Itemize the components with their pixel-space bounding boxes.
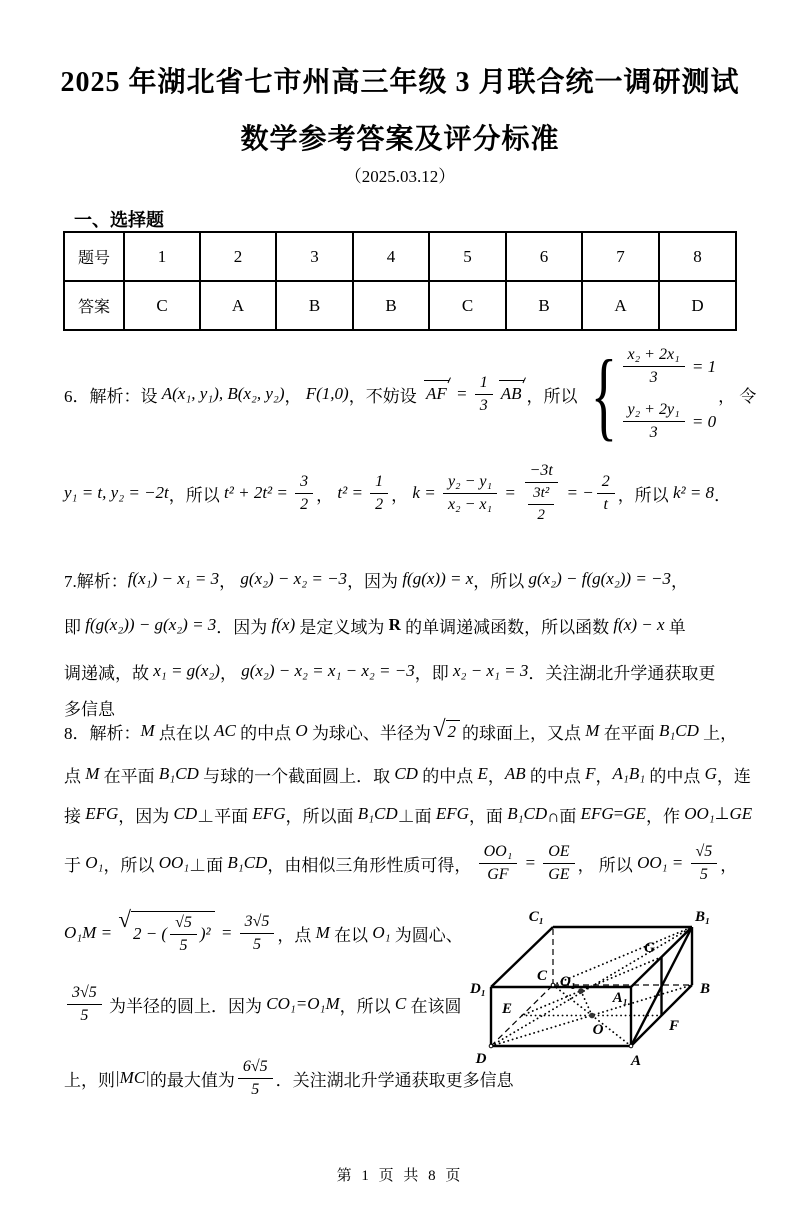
text-run: 的单调递减函数，所以函数: [400, 617, 614, 637]
fraction: $\frac{3√5}{5}$: [240, 912, 275, 955]
math-run: =: [667, 853, 688, 872]
math-run: F: [585, 764, 596, 783]
solution-8-line5: [64, 894, 464, 972]
text-run: 在以: [329, 925, 373, 945]
text-run: ⊥: [714, 804, 730, 823]
fraction: $\frac{1}{2}$: [370, 472, 388, 515]
math-run: =: [500, 483, 521, 502]
math-run: = −: [562, 483, 594, 502]
fraction: $\frac{3}{2}$: [295, 472, 313, 515]
text-run: ，: [284, 386, 306, 406]
text-run: 调递减，故: [64, 663, 154, 683]
text-run: ，: [595, 766, 613, 786]
vertex-label-a: A: [630, 1053, 642, 1069]
solution-7-line2: [64, 602, 764, 648]
math-run: y₁ = t, y₂ = −2t: [64, 483, 169, 502]
text-run: 的中点: [525, 766, 586, 786]
equation-system: { $\frac{\text{x₂ + 2x₁}}{3}$ = 1 $\frac{\text{y₂ + 2y₁}}{3}$ = 0: [590, 338, 717, 450]
vertex-label-c: C: [536, 968, 547, 984]
text-run: ，因为: [118, 806, 174, 826]
math-run: =: [216, 923, 237, 942]
math-run: M: [585, 721, 600, 740]
math-run: CO₁=O₁M: [266, 994, 340, 1013]
table-cell: C: [124, 281, 200, 330]
math-run: O₁: [85, 853, 104, 872]
text-run: ，: [391, 485, 413, 505]
vector-AF: AF: [425, 384, 447, 403]
table-cell: C: [429, 281, 506, 330]
math-run: M: [315, 923, 330, 942]
table-cell: A: [582, 281, 659, 330]
math-run: AC: [214, 721, 236, 740]
text-run: ，因为: [347, 571, 403, 591]
text-run: 的中点: [235, 723, 296, 743]
text-run: 在平面: [599, 723, 659, 743]
vertex-label-d: D: [475, 1051, 487, 1067]
math-run: O₁M: [64, 923, 97, 942]
math-run: M: [140, 721, 155, 740]
text-run: ，即: [414, 663, 453, 683]
table-cell: 6: [506, 232, 582, 281]
math-run: O: [295, 721, 308, 740]
vertex-label-f: F: [669, 1018, 680, 1034]
math-run: B₁CD: [158, 764, 199, 783]
fraction: $\frac{6√5}{5}$: [238, 1057, 273, 1100]
text-run: 多信息: [64, 699, 115, 719]
math-run: |MC|: [115, 1068, 150, 1087]
text-run: 的中点: [417, 766, 478, 786]
math-run: x₂ − x₁ = 3: [452, 661, 529, 680]
math-run: f(x): [271, 615, 296, 634]
text-run: 6．解析：设: [64, 386, 162, 406]
text-run: 为半径的圆上．因为: [104, 996, 267, 1016]
math-run: AB: [504, 764, 526, 783]
math-run: OO₁: [637, 853, 668, 872]
table-row-answers: [64, 281, 736, 330]
text-run: ，: [219, 571, 241, 591]
text-run: 是定义域为: [295, 617, 389, 637]
math-run: EFG: [435, 804, 469, 823]
math-run: A(x₁, y₁), B(x₂, y₂): [161, 384, 285, 403]
vertex-label-b: B: [700, 981, 711, 997]
fraction: $\frac{OE}{GE}$: [543, 842, 574, 885]
math-run: A₁B₁: [612, 764, 646, 783]
math-run: f(g(x)) = x: [402, 569, 474, 588]
table-cell: B: [506, 281, 582, 330]
text-run: 在平面: [99, 766, 159, 786]
fraction: $\frac{√5}{5}$: [691, 842, 718, 885]
math-run: M: [85, 764, 100, 783]
nested-fraction: $\frac{-3t}{\frac{\text{3t²}}{2}}$: [523, 461, 559, 525]
math-run: OO₁: [158, 853, 190, 872]
section-heading: 一、选择题: [74, 210, 164, 230]
answer-table: [63, 231, 737, 331]
text-run: ⊥面: [189, 855, 228, 875]
text-run: 于: [64, 855, 86, 875]
math-run: B₁CD: [227, 853, 268, 872]
text-run: ，所以: [526, 386, 578, 406]
solution-7: [64, 556, 764, 720]
math-run: f(x) − x: [613, 615, 665, 634]
fraction: $\frac{1}{3}$: [475, 373, 493, 416]
solution-6-line2: [64, 450, 764, 536]
text-run: 接: [64, 806, 86, 826]
fraction: $\frac{\text{y₂ + 2y₁}}{3}$: [623, 400, 685, 443]
page-title-line1: 2025 年湖北省七市州高三年级 3 月联合统一调研测试: [60, 67, 740, 98]
math-run: B₁CD: [357, 804, 398, 823]
text-run: ，所以: [168, 485, 225, 505]
text-run: ⊥平面: [197, 806, 253, 826]
solution-8-line4: [64, 832, 770, 894]
math-run: R: [388, 615, 401, 634]
vertex-label-b1: B₁: [695, 909, 711, 925]
math-run: k =: [412, 483, 440, 502]
text-run: 在该圆: [406, 996, 462, 1016]
math-run: E: [477, 764, 488, 783]
table-cell: 5: [429, 232, 506, 281]
math-run: B₁CD: [658, 721, 699, 740]
solution-7-line3: [64, 648, 764, 694]
text-run: 与球的一个截面圆上．取: [198, 766, 395, 786]
page-title-line2: 数学参考答案及评分标准: [240, 124, 560, 155]
table-cell: A: [200, 281, 276, 330]
text-run: 7.解析：: [64, 571, 128, 591]
math-run: x₁ = g(x₂): [153, 661, 220, 680]
brace-symbol: {: [590, 338, 617, 450]
table-row-numbers: [64, 232, 736, 281]
text-run: ，连: [716, 766, 751, 786]
text-run: 为圆心、: [390, 925, 463, 945]
text-run: =: [613, 804, 624, 823]
text-run: ，: [720, 855, 738, 875]
text-run: ，: [671, 571, 689, 591]
text-run: ，不妨设: [348, 386, 421, 406]
table-header-answer: 答案: [64, 281, 124, 330]
solution-7-line1: [64, 556, 764, 602]
math-run: GE: [729, 804, 753, 823]
text-run: ，所以: [339, 996, 395, 1016]
fraction: $\frac{3√5}{5}$: [67, 983, 102, 1026]
vertex-label-e: E: [502, 1001, 513, 1017]
text-run: ．因为: [216, 617, 272, 637]
table-cell: 8: [659, 232, 736, 281]
text-run: 点: [64, 766, 86, 786]
math-run: G: [704, 764, 717, 783]
table-cell: B: [276, 281, 353, 330]
text-run: ．关注湖北升学通获取更多信息: [275, 1070, 514, 1090]
text-run: 8．解析：: [64, 723, 141, 743]
vertex-label-d1: D₁: [469, 981, 486, 997]
fraction: $\frac{\text{OO₁}}{GF}$: [479, 842, 518, 885]
fraction: $\frac{\text{x₂ + 2x₁}}{3}$: [623, 345, 685, 388]
vertex-label-o1: O₁: [559, 974, 576, 990]
table-cell: B: [353, 281, 429, 330]
text-run: 点在以: [154, 723, 215, 743]
text-run: ，由相似三角形性质可得，: [267, 855, 476, 875]
math-run: k² = 8: [672, 483, 715, 502]
solution-8-line6: [64, 972, 464, 1036]
math-run: CD: [173, 804, 198, 823]
solution-8-line3: [64, 796, 770, 832]
math-run: C: [394, 994, 407, 1013]
text-run: ，所以: [473, 571, 529, 591]
table-cell: 3: [276, 232, 353, 281]
math-run: =: [96, 923, 117, 942]
fraction: $\frac{\text{y₂ − y₁}}{\text{x₂ − x₁}}$: [443, 472, 497, 515]
text-run: ，: [219, 663, 242, 683]
math-run: F(1,0): [305, 384, 349, 403]
text-run: 的球面上，又点: [462, 723, 586, 743]
date: （2025.03.12）: [344, 167, 456, 186]
math-run: =: [520, 853, 541, 872]
text-run: ，面: [468, 806, 508, 826]
vertex-label-g: G: [644, 940, 655, 956]
vertex-label-o: O: [592, 1022, 604, 1038]
math-run: EFG: [85, 804, 119, 823]
text-run: ．关注湖北升学通获取更: [528, 663, 716, 683]
page-number: 第 1 页 共 8 页: [336, 1168, 464, 1184]
vector-AB: AB: [500, 384, 522, 403]
math-run: g(x₂) − x₂ = −3: [240, 569, 348, 588]
text-run: ，所以面: [285, 806, 358, 826]
math-run: t² + 2t² =: [224, 483, 293, 502]
text-run: ，所以: [617, 485, 673, 505]
solution-6-line1: [64, 338, 764, 450]
math-run: CD: [394, 764, 418, 783]
text-run: ∩面: [547, 806, 581, 826]
text-run: 上，则: [64, 1070, 115, 1090]
text-run: ⊥面: [397, 806, 436, 826]
math-run: OO₁: [684, 804, 715, 823]
cuboid-figure: [448, 893, 798, 1083]
math-run: EFG: [252, 804, 286, 823]
math-run: f(g(x₂)) − g(x₂) = 3: [85, 615, 217, 634]
math-run: O₁: [372, 923, 391, 942]
table-header-question: 题号: [64, 232, 124, 281]
vertex-label-a1: A₁: [612, 990, 628, 1006]
math-run: B₁CD: [507, 804, 548, 823]
math-run: EFG: [580, 804, 614, 823]
table-cell: 4: [353, 232, 429, 281]
text-run: ，作: [645, 806, 685, 826]
text-run: ．: [714, 485, 732, 505]
vertex-label-c1: C₁: [528, 909, 544, 925]
sqrt-expression: √ 2: [433, 720, 460, 743]
math-run: f(x₁) − x₁ = 3: [127, 569, 220, 588]
table-cell: 2: [200, 232, 276, 281]
table-cell: 1: [124, 232, 200, 281]
solution-8-line2: [64, 752, 770, 796]
text-run: ，: [487, 766, 505, 786]
table-cell: 7: [582, 232, 659, 281]
text-run: 单: [664, 617, 686, 637]
text-run: ，: [316, 485, 338, 505]
sqrt-expression: √ 2 − ( $\frac{√5}{5}$ )²: [118, 911, 214, 956]
text-run: ， 所以: [577, 855, 638, 875]
text-run: ，点: [277, 925, 316, 945]
fraction: $\frac{√5}{5}$: [170, 913, 197, 956]
table-cell: D: [659, 281, 736, 330]
math-run: t² =: [337, 483, 368, 502]
math-run: g(x₂) − f(g(x₂)) = −3: [528, 569, 672, 588]
text-run: 为球心、半径为: [307, 723, 431, 743]
text-run: ，所以: [103, 855, 159, 875]
fraction: $\frac{2}{t}$: [597, 472, 615, 515]
text-run: 的最大值为: [149, 1070, 235, 1090]
solution-8-line1: [64, 710, 770, 752]
text-run: 的中点: [645, 766, 705, 786]
text-run: 上，: [698, 723, 738, 743]
math-run: GE: [623, 804, 646, 823]
solution-6: [64, 338, 764, 536]
math-run: =: [451, 384, 472, 403]
math-run: g(x₂) − x₂ = x₁ − x₂ = −3: [241, 661, 415, 680]
text-run: ， 令: [718, 386, 757, 406]
text-run: 即: [64, 617, 86, 637]
